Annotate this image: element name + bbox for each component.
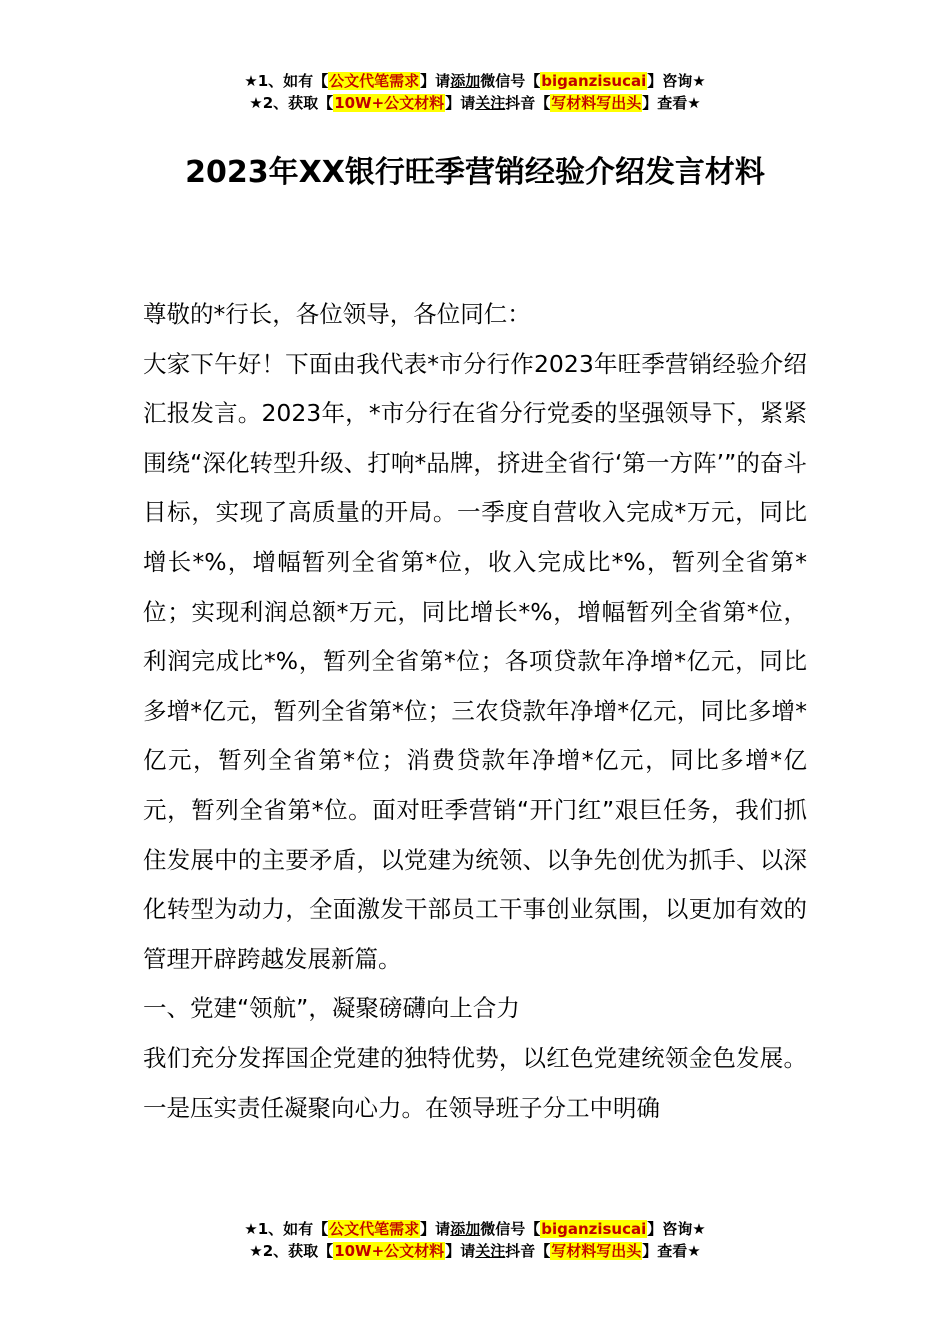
banner-highlight: 10W+公文材料 [334,1242,445,1260]
header-banner [0,70,950,114]
banner-line-1: ★1、如有【公文代笔需求】请添加微信号【biganzisucai】咨询★ [244,72,706,90]
banner-highlight: 公文代笔需求 [329,1220,420,1238]
banner-highlight: 10W+公文材料 [334,94,445,112]
body-paragraph: 我们充分发挥国企党建的独特优势，以红色党建统领金色发展。一是压实责任凝聚向心力。在领导班子分工中明确 [143,1043,807,1122]
banner-highlight: biganzisucai [541,1220,647,1238]
body-paragraph: 大家下午好！下面由我代表*市分行作2023年旺季营销经验介绍汇报发言。2023年，*市分行在省分行党委的坚强领导下，紧紧围绕“深化转型升级、打响*品牌，挤进全省行‘第一方阵’”的奋斗目标，实现了高质量的开局。一季度自营收入完成*万元，同比增长*%，增幅暂列全省第*位，收入完成比*%，暂列全省第*位；实现利润总额*万元，同比增长*%，增幅暂列全省第*位，利润完成比*%，暂列全省第*位；各项贷款年净增*亿元，同比多增*亿元，暂列全省第*位；三农贷款年净增*亿元，同比多增*亿元，暂列全省第*位；消费贷款年净增*亿元，同比多增*亿元，暂列全省第*位。面对旺季营销“开门红”艰巨任务，我们抓住发展中的主要矛盾，以党建为统领、以争先创优为抓手、以深化转型为动力，全面激发干部员工干事创业氛围，以更加有效的管理开辟跨越发展新篇。 [143,349,807,973]
document-title: 2023年XX银行旺季营销经验介绍发言材料 [185,155,765,190]
document-body [143,290,807,1133]
banner-highlight: 公文代笔需求 [329,72,420,90]
footer-banner [0,1218,950,1262]
banner-line-1: ★1、如有【公文代笔需求】请添加微信号【biganzisucai】咨询★ [244,1220,706,1238]
banner-highlight: biganzisucai [541,72,647,90]
banner-line-2: ★2、获取【10W+公文材料】请关注抖音【写材料写出头】查看★ [249,94,701,112]
section-heading: 一、党建“领航”，凝聚磅礴向上合力 [143,994,520,1023]
banner-line-2: ★2、获取【10W+公文材料】请关注抖音【写材料写出头】查看★ [249,1242,701,1260]
banner-highlight: 写材料写出头 [551,1242,642,1260]
salutation: 尊敬的*行长，各位领导，各位同仁： [143,300,531,328]
banner-highlight: 写材料写出头 [551,94,642,112]
